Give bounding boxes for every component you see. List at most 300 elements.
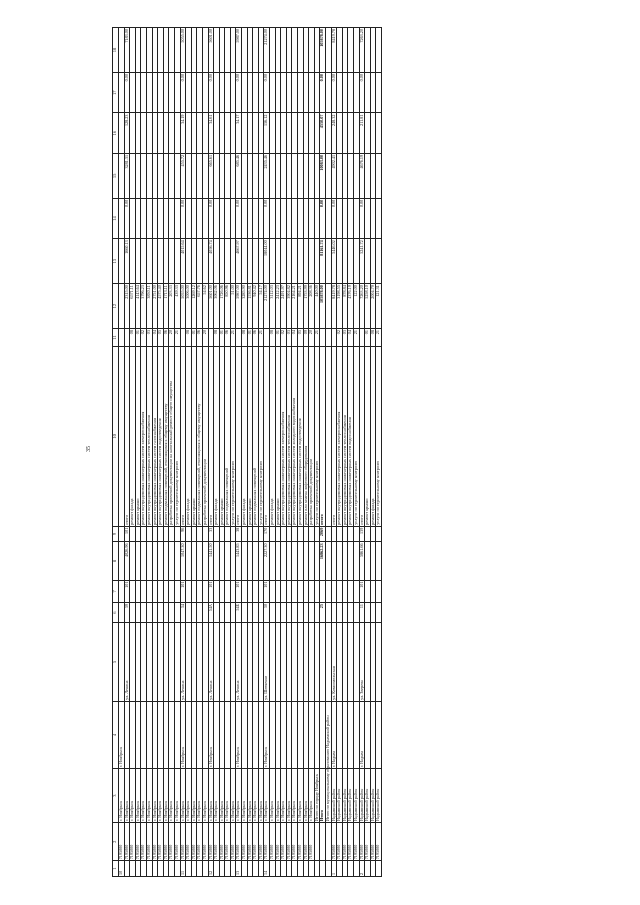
- table-cell: 5055.00: [180, 284, 186, 329]
- table-cell: г. Ноябрьск: [275, 769, 281, 823]
- table-cell: ул. Ленина: [180, 623, 186, 702]
- table-cell: 5055.00: [180, 28, 186, 73]
- table-cell: 10083.00: [320, 153, 326, 198]
- table-cell: 0.00: [236, 198, 242, 238]
- table-cell: ремонт крыши: [219, 347, 225, 527]
- table-cell: 96: [180, 526, 186, 542]
- table-cell: 7195000: [309, 823, 315, 861]
- table-cell: 7195000: [219, 823, 225, 861]
- table-cell: разработка проектной документации: [309, 347, 315, 527]
- column-number-8: 8: [113, 542, 119, 580]
- table-cell: Итого по городу Ноябрьск: [314, 769, 320, 823]
- table-cell: 13: [236, 861, 242, 877]
- table-cell: 2: [359, 861, 365, 877]
- table-cell: 101: [124, 580, 130, 602]
- table-cell: разработка проектной документации на капитальный ремонт общего имущества: [169, 347, 175, 527]
- table-cell: 51.00: [230, 284, 236, 329]
- table-cell: 04: [152, 329, 158, 347]
- table-cell: 21: [314, 329, 320, 347]
- table-cell: 1726.06: [219, 284, 225, 329]
- column-number-12: 12: [113, 284, 119, 329]
- table-cell: 30: [264, 603, 270, 623]
- table-cell: услуги по строительному контролю: [376, 347, 382, 527]
- table-cell: [376, 153, 382, 198]
- table-cell: 0.00: [264, 73, 270, 113]
- table-cell: г. Ноябрьск: [264, 701, 270, 768]
- table-cell: 21274.00: [264, 28, 270, 73]
- table-cell: 7195000: [174, 823, 180, 861]
- table-cell: 101: [180, 580, 186, 602]
- table-cell: 2069: [320, 526, 326, 542]
- table-cell: ул. Ленина: [208, 623, 214, 702]
- table-cell: 4550.07: [320, 113, 326, 153]
- table-cell: 02: [281, 329, 287, 347]
- table-cell: 211.81: [359, 113, 365, 153]
- table-cell: 7195000: [202, 823, 208, 861]
- table-cell: 21274.00: [264, 284, 270, 329]
- table-cell: 33: [208, 526, 214, 542]
- table-cell: 3062.06: [214, 284, 220, 329]
- table-cell: 5987.00: [236, 28, 242, 73]
- table-cell: 7195000: [236, 823, 242, 861]
- table-cell: 3006.00: [186, 284, 192, 329]
- table-cell: 4015.64: [180, 239, 186, 284]
- table-cell: г. Ноябрьск: [152, 769, 158, 823]
- table-cell: 06: [197, 329, 203, 347]
- table-cell: 12: [208, 861, 214, 877]
- table-cell: 01: [191, 329, 197, 347]
- table-cell: 1047.30: [180, 542, 186, 580]
- table-cell: услуги по строительному контролю: [230, 347, 236, 527]
- table-cell: 08: [370, 329, 376, 347]
- table-cell: 7195000: [281, 823, 287, 861]
- column-number-4: 4: [113, 701, 119, 768]
- table-cell: 940.42: [253, 284, 259, 329]
- table-cell: 06: [225, 329, 231, 347]
- table-cell: 7195000: [214, 823, 220, 861]
- table-cell: 105878.00: [320, 284, 326, 329]
- table-cell: 25: [320, 603, 326, 623]
- table-cell: 0.00: [320, 73, 326, 113]
- table-cell: 7195000: [242, 823, 248, 861]
- table-cell: ремонт фасада: [214, 347, 220, 527]
- table-cell: 34.17: [236, 113, 242, 153]
- table-cell: Надымский район: [365, 769, 371, 823]
- table-cell: 3904.82: [286, 284, 292, 329]
- table-cell: г. Ноябрьск: [158, 769, 164, 823]
- table-cell: 34.61: [208, 113, 214, 153]
- table-cell: ремонт внутридомовых инженерных систем холодного водоснабжения: [292, 347, 298, 527]
- table-cell: 1713.11: [163, 284, 169, 329]
- table-cell: 7195000: [197, 823, 203, 861]
- table-cell: г. Ноябрьск: [119, 701, 125, 768]
- column-number-5: 5: [113, 623, 119, 702]
- table-cell: 7195000: [348, 823, 354, 861]
- table-cell: 1: [331, 861, 337, 877]
- table-cell: 05: [298, 329, 304, 347]
- table-cell: итого: [124, 347, 130, 527]
- table-cell: 878.84: [342, 284, 348, 329]
- table-cell: ремонт внутридомовых инженерных систем теплоснабжения: [342, 347, 348, 527]
- table-cell: 203.33: [169, 284, 175, 329]
- table-cell: г. Ноябрьск: [253, 769, 259, 823]
- table-cell: 7195000: [186, 823, 192, 861]
- table-cell: 7195000: [298, 823, 304, 861]
- table-cell: г. Ноябрьск: [230, 769, 236, 823]
- table-cell: 05: [158, 329, 164, 347]
- table-cell: 1269.12: [191, 284, 197, 329]
- table-cell: 5258.10: [365, 284, 371, 329]
- table-cell: [376, 526, 382, 542]
- table-cell: 439.33: [174, 284, 180, 329]
- table-cell: г. Ноябрьск: [208, 701, 214, 768]
- table-cell: г. Ноябрьск: [180, 769, 186, 823]
- table-cell: итого: [359, 347, 365, 527]
- table-cell: 5601.00: [208, 28, 214, 73]
- table-cell: г. Ноябрьск: [197, 769, 203, 823]
- table-cell: г. Ноябрьск: [163, 769, 169, 823]
- table-cell: г. Ноябрьск: [119, 769, 125, 823]
- table-cell: 3112.03: [270, 284, 276, 329]
- table-cell: 16862.23: [320, 542, 326, 580]
- table-cell: 02: [337, 329, 343, 347]
- table-cell: 7183.00: [124, 28, 130, 73]
- table-cell: ремонт внутридомовых инженерных систем водоотведения: [158, 347, 164, 527]
- table-cell: 39: [124, 603, 130, 623]
- table-cell: г. Ноябрьск: [236, 769, 242, 823]
- table-cell: итого: [180, 347, 186, 527]
- table-cell: ремонт подвальных помещений, относящихся к общему имуществу: [197, 347, 203, 527]
- table-cell: 657.76: [197, 284, 203, 329]
- table-cell: 440.00: [314, 284, 320, 329]
- table-cell: 6571.11: [130, 284, 136, 329]
- column-number-1: 1: [113, 861, 119, 877]
- column-number-14: 14: [113, 198, 119, 238]
- table-cell: ремонт подвальных помещений: [253, 347, 259, 527]
- table-cell: 08: [186, 329, 192, 347]
- table-cell: ремонт внутридомовых инженерных систем водоснабжения: [348, 347, 354, 527]
- table-cell: 2004.79: [370, 284, 376, 329]
- table-cell: 128.23: [124, 113, 130, 153]
- table-cell: 08: [214, 329, 220, 347]
- table-cell: 0.00: [331, 198, 337, 238]
- table-cell: 5446.02: [331, 239, 337, 284]
- table-cell: итого: [331, 347, 337, 527]
- table-cell: г. Ноябрьск: [247, 769, 253, 823]
- table-cell: 7195000: [124, 823, 130, 861]
- table-cell: 01: [219, 329, 225, 347]
- table-cell: 4056.74: [208, 239, 214, 284]
- table-cell: 122.00: [353, 284, 359, 329]
- table-cell: [376, 28, 382, 73]
- column-number-10: 10: [113, 347, 119, 527]
- table-cell: 3830.11: [146, 284, 152, 329]
- table-cell: 03: [286, 329, 292, 347]
- table-cell: 54.62: [202, 284, 208, 329]
- table-cell: ремонт крыши: [191, 347, 197, 527]
- table-cell: 665.61: [208, 153, 214, 198]
- table-cell: 7195000: [331, 823, 337, 861]
- table-cell: 34: [180, 603, 186, 623]
- table-cell: 7195000: [337, 823, 343, 861]
- table-cell: г. Ноябрьск: [169, 769, 175, 823]
- table-cell: 14: [264, 861, 270, 877]
- table-cell: г. Ноябрьск: [135, 769, 141, 823]
- table-cell: 1443.85: [236, 542, 242, 580]
- table-cell: 08: [242, 329, 248, 347]
- table-cell: 3198.55: [337, 284, 343, 329]
- table-cell: 0.00: [359, 198, 365, 238]
- table-cell: ремонт крыши: [135, 347, 141, 527]
- table-cell: ремонт фасада: [242, 347, 248, 527]
- table-cell: г. Ноябрьск: [191, 769, 197, 823]
- table-cell: 1660.13: [124, 239, 130, 284]
- table-cell: 1536.81: [247, 284, 253, 329]
- table-cell: г. Ноябрьск: [242, 769, 248, 823]
- table-cell: 0.00: [124, 198, 130, 238]
- table-cell: ремонт фасада: [270, 347, 276, 527]
- table-cell: 7195000: [191, 823, 197, 861]
- table-cell: Надымский район: [376, 769, 382, 823]
- table-cell: 7195000: [208, 823, 214, 861]
- table-cell: 11: [180, 861, 186, 877]
- table-cell: 0.00: [208, 73, 214, 113]
- table-cell: 8419.78: [331, 284, 337, 329]
- table-cell: [376, 73, 382, 113]
- table-cell: ул. Комсомольская: [331, 623, 337, 702]
- column-number-18: 18: [113, 28, 119, 73]
- table-cell: услуги по строительному контролю: [314, 347, 320, 527]
- column-number-7: 7: [113, 580, 119, 602]
- table-cell: г. Ноябрьск: [298, 769, 304, 823]
- table-cell: 1753.99: [303, 284, 309, 329]
- table-cell: 8419.78: [331, 28, 337, 73]
- table-cell: Надымский район: [348, 769, 354, 823]
- table-cell: [376, 861, 382, 877]
- table-cell: 685.46: [236, 153, 242, 198]
- table-cell: итого: [320, 347, 326, 527]
- table-cell: [376, 623, 382, 702]
- table-cell: 170: [264, 526, 270, 542]
- table-cell: ремонт крыши: [365, 347, 371, 527]
- table-cell: г. Надым: [359, 701, 365, 768]
- table-cell: ремонт внутридомовых инженерных систем теплоснабжения: [286, 347, 292, 527]
- capital-repair-table: [112, 27, 382, 877]
- table-body: [119, 28, 382, 877]
- table-cell: [376, 113, 382, 153]
- table-cell: 101: [264, 580, 270, 602]
- table-cell: услуги по строительному контролю: [353, 347, 359, 527]
- table-cell: 101: [359, 580, 365, 602]
- table-cell: ул. Ленина: [124, 623, 130, 702]
- table-cell: 4376.19: [348, 284, 354, 329]
- capital-repair-table-sheet: [112, 27, 532, 877]
- table-cell: 81161.74: [320, 239, 326, 284]
- table-cell: Надымский район: [359, 769, 365, 823]
- table-cell: 139: [359, 526, 365, 542]
- table-cell: [376, 239, 382, 284]
- table-cell: ремонт внутридомовых инженерных систем электроснабжения: [337, 347, 343, 527]
- table-cell: 0.00: [320, 198, 326, 238]
- table-cell: г. Ноябрьск: [219, 769, 225, 823]
- table-cell: 4902.41: [331, 153, 337, 198]
- table-cell: 4667.97: [236, 239, 242, 284]
- table-cell: г. Ноябрьск: [202, 769, 208, 823]
- table-cell: г. Ноябрьск: [146, 769, 152, 823]
- table-cell: 7195000: [370, 823, 376, 861]
- table-cell: ремонт фасада: [370, 347, 376, 527]
- table-cell: 105878.00: [320, 28, 326, 73]
- table-cell: Надымский район: [337, 769, 343, 823]
- table-cell: итого: [236, 347, 242, 527]
- table-cell: 7195000: [292, 823, 298, 861]
- table-cell: 06: [253, 329, 259, 347]
- column-number-11: 11: [113, 329, 119, 347]
- table-cell: г. Ноябрьск: [225, 769, 231, 823]
- column-number-17: 17: [113, 73, 119, 113]
- table-cell: г. Ноябрьск: [208, 769, 214, 823]
- table-cell: 0.00: [236, 73, 242, 113]
- table-cell: 20: [169, 329, 175, 347]
- table-cell: услуги по строительному контролю: [174, 347, 180, 527]
- table-cell: ремонт крыши: [275, 347, 281, 527]
- page-number: 35: [86, 446, 92, 452]
- table-cell: итого: [208, 347, 214, 527]
- table-cell: [376, 542, 382, 580]
- table-cell: [376, 603, 382, 623]
- table-cell: г. Ноябрьск: [264, 769, 270, 823]
- table-cell: 7195000: [152, 823, 158, 861]
- table-cell: г. Ноябрьск: [286, 769, 292, 823]
- table-cell: 7195000: [119, 823, 125, 861]
- table-cell: 1441.50: [208, 542, 214, 580]
- table-cell: [376, 701, 382, 768]
- table-cell: 2227.30: [264, 542, 270, 580]
- table-cell: 7195000: [359, 823, 365, 861]
- table-cell: 3281.31: [124, 153, 130, 198]
- table-cell: 156.12: [264, 113, 270, 153]
- table-cell: 7195000: [163, 823, 169, 861]
- table-cell: 0.00: [124, 73, 130, 113]
- table-cell: 7195000: [270, 823, 276, 861]
- table-cell: ремонт внутридомовых инженерных систем теплоснабжения: [146, 347, 152, 527]
- table-cell: 208.36: [309, 284, 315, 329]
- table-cell: 2412.23: [275, 284, 281, 329]
- table-cell: 5241.72: [359, 239, 365, 284]
- table-cell: 2435.46: [264, 153, 270, 198]
- table-cell: г. Ноябрьск: [174, 769, 180, 823]
- table-cell: ремонт фасада: [186, 347, 192, 527]
- table-cell: 21: [376, 329, 382, 347]
- table-cell: 7195000: [275, 823, 281, 861]
- table-cell: 7195000: [342, 823, 348, 861]
- table-cell: 0.00: [208, 198, 214, 238]
- table-cell: 18044.00: [264, 239, 270, 284]
- table-cell: 08: [270, 329, 276, 347]
- table-cell: 03: [146, 329, 152, 347]
- table-cell: 0.00: [180, 73, 186, 113]
- table-cell: 248.32: [331, 113, 337, 153]
- table-cell: [376, 580, 382, 602]
- table-cell: 3285.90: [242, 284, 248, 329]
- table-cell: Надымский район: [331, 769, 337, 823]
- table-cell: 09: [303, 329, 309, 347]
- table-cell: ремонт внутридомовых инженерных систем водоотведения: [298, 347, 304, 527]
- table-cell: ремонт крыши: [247, 347, 253, 527]
- table-cell: ремонт фасада: [130, 347, 136, 527]
- table-cell: ремонт или замена лифтового оборудования: [303, 347, 309, 527]
- table-cell: 34.19: [180, 113, 186, 153]
- table-cell: 20: [309, 329, 315, 347]
- table-cell: итого: [264, 347, 270, 527]
- table-cell: 10: [119, 861, 125, 877]
- table-cell: ремонт внутридомовых инженерных систем электроснабжения: [281, 347, 287, 527]
- table-cell: 7195000: [141, 823, 147, 861]
- column-number-9: 9: [113, 526, 119, 542]
- table-cell: услуги по строительному контролю: [258, 347, 264, 527]
- table-cell: г. Ноябрьск: [186, 769, 192, 823]
- column-number-2: 2: [113, 823, 119, 861]
- table-cell: 101: [124, 526, 130, 542]
- table-cell: г. Ноябрьск: [309, 769, 315, 823]
- table-cell: 11: [359, 603, 365, 623]
- table-cell: 04: [292, 329, 298, 347]
- table-cell: 4575.40: [158, 284, 164, 329]
- table-cell: 01: [247, 329, 253, 347]
- table-cell: 7195000: [303, 823, 309, 861]
- table-cell: Итого: [320, 769, 326, 823]
- table-cell: г. Ноябрьск: [292, 769, 298, 823]
- table-cell: 21: [258, 329, 264, 347]
- table-cell: 7195000: [258, 823, 264, 861]
- table-cell: г. Ноябрьск: [180, 701, 186, 768]
- table-cell: ремонт внутридомовых инженерных систем электроснабжения: [141, 347, 147, 527]
- table-cell: 20: [202, 329, 208, 347]
- table-cell: 21: [174, 329, 180, 347]
- table-cell: 121.31: [376, 284, 382, 329]
- column-number-13: 13: [113, 239, 119, 284]
- table-cell: 5601.00: [208, 284, 214, 329]
- table-cell: г. Ноябрьск: [281, 769, 287, 823]
- table-cell: г. Ноябрьск: [258, 769, 264, 823]
- table-cell: 7195000: [353, 823, 359, 861]
- table-cell: 7195000: [158, 823, 164, 861]
- table-cell: г. Ноябрьск: [303, 769, 309, 823]
- table-cell: г. Ноябрьск: [130, 769, 136, 823]
- table-cell: 7263.20: [359, 284, 365, 329]
- table-cell: 7195000: [230, 823, 236, 861]
- table-cell: г. Ноябрьск: [236, 701, 242, 768]
- table-cell: Надымский район: [370, 769, 376, 823]
- table-cell: 4026.96: [124, 542, 130, 580]
- table-cell: 0.00: [264, 198, 270, 238]
- table-cell: Надымский район: [353, 769, 359, 823]
- table-cell: 04: [348, 329, 354, 347]
- table-cell: 7195000: [146, 823, 152, 861]
- table-cell: 0.00: [359, 73, 365, 113]
- table-cell: 7195000: [130, 823, 136, 861]
- table-cell: Надымский район: [342, 769, 348, 823]
- table-cell: ремонт подвальных помещений, относящихся к общему имуществу: [163, 347, 169, 527]
- table-cell: 5861.66: [359, 542, 365, 580]
- table-cell: 21: [230, 329, 236, 347]
- table-cell: 7195000: [247, 823, 253, 861]
- table-cell: 4143.64: [135, 284, 141, 329]
- table-cell: 54.17: [258, 284, 264, 329]
- table-cell: 850.96: [225, 284, 231, 329]
- table-cell: 7195000: [180, 823, 186, 861]
- table-cell: 7195000: [135, 823, 141, 861]
